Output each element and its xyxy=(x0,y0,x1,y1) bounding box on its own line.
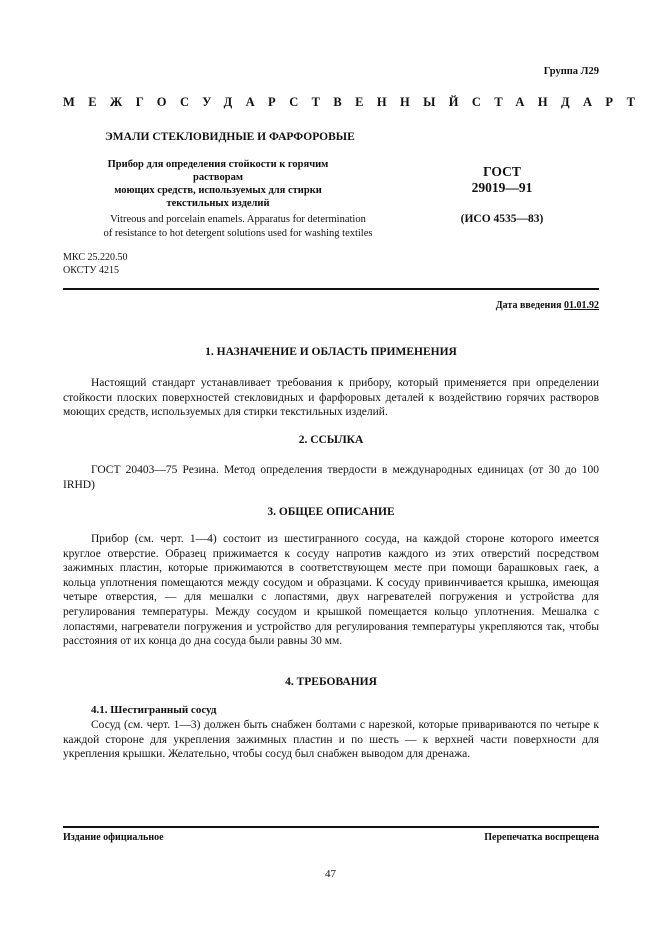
section-3-text: Прибор (см. черт. 1—4) состоит из шестигранного сосуда, на каждой стороне которого имеется круглое отверстие. Образец прижимается к сосуду напротив каждого из этих отверстий посредством зажимных пластин, которые прижимаются в соответствующем месте при помощи барашковых гаек, а кольца уплотнения помещаются между сосудом и образцами. К сосуду привинчивается крышка, имеющая четыре отверстия, — для мешалки с лопастями, двух нагревателей погружения и устройства для регулирования температуры. Между сосудом и крышкой помещается кольцо уплотнения. Мешалка с лопастями, нагреватели погружения и устройство для регулирования температуры укрепляются так, чтобы расстояния от их конца до дна сосуда были равны 30 мм. xyxy=(63,533,599,648)
subtitle-ru-line: Прибор для определения стойкости к горячим растворам xyxy=(107,159,329,183)
subtitle-ru-line: моющих средств, используемых для стирки xyxy=(114,185,322,196)
reprint-prohibited-note: Перепечатка воспрещена xyxy=(484,832,599,843)
group-code: Группа Л29 xyxy=(543,66,599,77)
subtitle-en-line: of resistance to hot detergent solutions used for washing textiles xyxy=(103,228,373,239)
subsection-4-1-heading: 4.1. Шестигранный сосуд xyxy=(91,704,217,716)
mks-code: МКС 25.220.50 xyxy=(63,252,128,263)
footer-divider xyxy=(63,826,599,828)
classification-codes xyxy=(63,251,127,277)
standard-banner xyxy=(63,95,649,110)
gost-label: ГОСТ xyxy=(483,164,521,179)
date-value: 01.01.92 xyxy=(564,300,599,311)
introduction-date xyxy=(496,300,599,311)
section-1-text: Настоящий стандарт устанавливает требования к прибору, который применяется при определении стойкости плоских поверхностей стекловидных и фарфоровых деталей к воздействию горячих растворов моющих средств, используемых для стирки текстильных изделий. xyxy=(63,377,599,419)
subtitle-russian xyxy=(84,158,352,210)
iso-reference: (ИСО 4535—83) xyxy=(460,213,544,225)
subsection-4-1-text: Сосуд (см. черт. 1—3) должен быть снабжен болтами с нарезкой, которые привариваются по четыре к каждой стороне для укрепления зажимных пластин и по шесть — к верхней части поверхности для укрепления крышки. Желательно, чтобы сосуд был снабжен выводом для дренажа. xyxy=(63,719,599,761)
subtitle-english xyxy=(88,213,388,241)
section-1-heading: 1. НАЗНАЧЕНИЕ И ОБЛАСТЬ ПРИМЕНЕНИЯ xyxy=(205,346,457,358)
okstu-code: ОКСТУ 4215 xyxy=(63,265,120,276)
section-2-text: ГОСТ 20403—75 Резина. Метод определения твердости в международных единицах (от 30 до 100 IRHD) xyxy=(63,464,599,491)
date-label: Дата введения xyxy=(495,300,562,311)
section-2-heading: 2. ССЫЛКА xyxy=(298,434,364,446)
gost-designation xyxy=(452,164,552,196)
section-3-heading: 3. ОБЩЕЕ ОПИСАНИЕ xyxy=(267,506,395,518)
header-divider xyxy=(63,288,599,290)
gost-number: 29019—91 xyxy=(471,180,533,195)
subtitle-ru-line: текстильных изделий xyxy=(166,198,270,209)
subtitle-en-line: Vitreous and porcelain enamels. Apparatus for determination xyxy=(110,214,366,225)
banner-word-interstate: МЕЖГОСУДАРСТВЕННЫЙ xyxy=(63,95,472,109)
page-number: 47 xyxy=(325,868,336,880)
official-edition-note: Издание официальное xyxy=(63,832,164,843)
document-title: ЭМАЛИ СТЕКЛОВИДНЫЕ И ФАРФОРОВЫЕ xyxy=(105,131,355,143)
banner-word-standard: СТАНДАРТ xyxy=(471,95,649,109)
section-4-heading: 4. ТРЕБОВАНИЯ xyxy=(285,676,377,688)
